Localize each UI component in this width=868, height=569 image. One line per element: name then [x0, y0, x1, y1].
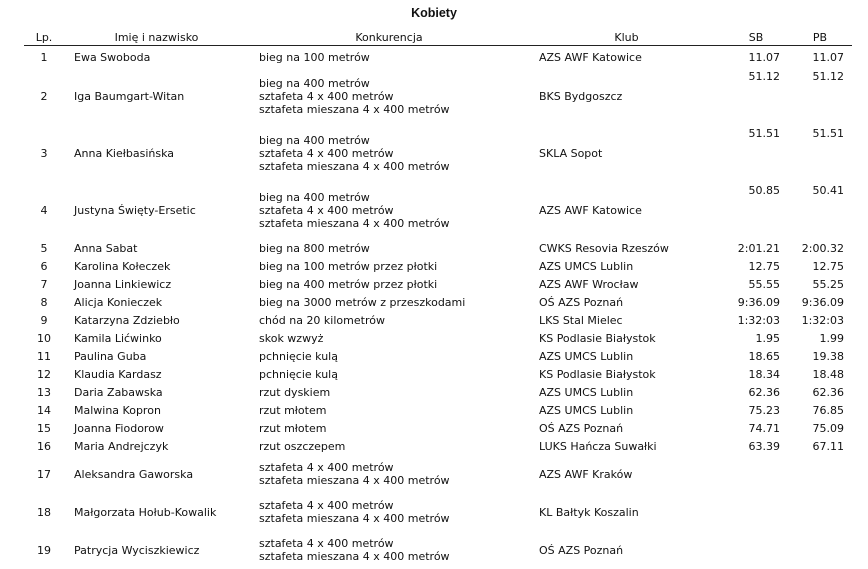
cell-sb: 51.51	[724, 125, 788, 182]
event-line: rzut młotem	[259, 404, 529, 417]
cell-lp: 8	[24, 293, 64, 311]
table-row	[24, 401, 852, 419]
event-line: sztafeta mieszana 4 x 400 metrów	[259, 474, 529, 487]
cell-lp: 16	[24, 437, 64, 455]
table-row	[24, 365, 852, 383]
cell-name: Joanna Fiodorow	[64, 419, 249, 437]
cell-event	[249, 293, 529, 311]
cell-lp: 13	[24, 383, 64, 401]
cell-club: KS Podlasie Białystok	[529, 365, 724, 383]
cell-sb: 51.12	[724, 68, 788, 125]
cell-sb: 1:32:03	[724, 311, 788, 329]
cell-sb: 50.85	[724, 182, 788, 239]
header-row	[24, 31, 852, 46]
cell-pb: 18.48	[788, 365, 852, 383]
event-line: pchnięcie kulą	[259, 368, 529, 381]
cell-lp: 3	[24, 125, 64, 182]
cell-lp: 18	[24, 493, 64, 531]
table-row	[24, 493, 852, 531]
cell-event	[249, 401, 529, 419]
header-lp: Lp.	[24, 31, 64, 46]
table-row	[24, 182, 852, 239]
cell-name: Iga Baumgart-Witan	[64, 68, 249, 125]
event-line: chód na 20 kilometrów	[259, 314, 529, 327]
event-line: sztafeta 4 x 400 metrów	[259, 499, 529, 512]
cell-event	[249, 531, 529, 569]
table-row	[24, 329, 852, 347]
cell-event	[249, 329, 529, 347]
event-line: bieg na 100 metrów przez płotki	[259, 260, 529, 273]
event-line: sztafeta 4 x 400 metrów	[259, 537, 529, 550]
cell-event	[249, 493, 529, 531]
cell-sb	[724, 493, 788, 531]
cell-event	[249, 182, 529, 239]
event-line: rzut młotem	[259, 422, 529, 435]
cell-event	[249, 347, 529, 365]
cell-club: OŚ AZS Poznań	[529, 419, 724, 437]
event-line: sztafeta 4 x 400 metrów	[259, 147, 529, 160]
cell-lp: 5	[24, 239, 64, 257]
cell-pb	[788, 493, 852, 531]
table-row	[24, 46, 852, 69]
cell-lp: 1	[24, 46, 64, 69]
cell-club: AZS UMCS Lublin	[529, 257, 724, 275]
event-line: bieg na 800 metrów	[259, 242, 529, 255]
header-club: Klub	[529, 31, 724, 46]
cell-pb: 2:00.32	[788, 239, 852, 257]
cell-lp: 11	[24, 347, 64, 365]
table-row	[24, 347, 852, 365]
cell-name: Kamila Lićwinko	[64, 329, 249, 347]
cell-pb: 11.07	[788, 46, 852, 69]
table-row	[24, 383, 852, 401]
header-event: Konkurencja	[249, 31, 529, 46]
cell-pb: 9:36.09	[788, 293, 852, 311]
cell-pb: 67.11	[788, 437, 852, 455]
cell-event	[249, 419, 529, 437]
cell-sb	[724, 531, 788, 569]
cell-club: AZS UMCS Lublin	[529, 383, 724, 401]
cell-name: Daria Zabawska	[64, 383, 249, 401]
cell-sb: 9:36.09	[724, 293, 788, 311]
cell-pb: 1:32:03	[788, 311, 852, 329]
cell-sb: 1.95	[724, 329, 788, 347]
event-line: bieg na 3000 metrów z przeszkodami	[259, 296, 529, 309]
cell-event	[249, 46, 529, 69]
cell-pb	[788, 531, 852, 569]
cell-event	[249, 365, 529, 383]
event-line: skok wzwyż	[259, 332, 529, 345]
cell-name: Katarzyna Zdziebło	[64, 311, 249, 329]
cell-lp: 15	[24, 419, 64, 437]
table-row	[24, 311, 852, 329]
cell-event	[249, 383, 529, 401]
cell-club: CWKS Resovia Rzeszów	[529, 239, 724, 257]
cell-club: LKS Stal Mielec	[529, 311, 724, 329]
event-line: bieg na 400 metrów	[259, 191, 529, 204]
table-row	[24, 68, 852, 125]
cell-pb: 51.51	[788, 125, 852, 182]
table-row	[24, 455, 852, 493]
cell-sb: 74.71	[724, 419, 788, 437]
cell-name: Anna Sabat	[64, 239, 249, 257]
cell-lp: 14	[24, 401, 64, 419]
cell-lp: 7	[24, 275, 64, 293]
cell-club: KL Bałtyk Koszalin	[529, 493, 724, 531]
cell-sb	[724, 455, 788, 493]
cell-event	[249, 239, 529, 257]
cell-name: Małgorzata Hołub-Kowalik	[64, 493, 249, 531]
athletes-table	[24, 31, 852, 569]
table-row	[24, 275, 852, 293]
cell-pb: 51.12	[788, 68, 852, 125]
table-row	[24, 257, 852, 275]
event-line: rzut dyskiem	[259, 386, 529, 399]
header-sb: SB	[724, 31, 788, 46]
cell-club: OŚ AZS Poznań	[529, 293, 724, 311]
cell-pb: 55.25	[788, 275, 852, 293]
cell-lp: 4	[24, 182, 64, 239]
cell-pb: 76.85	[788, 401, 852, 419]
cell-name: Malwina Kopron	[64, 401, 249, 419]
event-line: sztafeta 4 x 400 metrów	[259, 461, 529, 474]
cell-event	[249, 437, 529, 455]
cell-club: AZS UMCS Lublin	[529, 347, 724, 365]
cell-event	[249, 275, 529, 293]
cell-event	[249, 257, 529, 275]
cell-lp: 2	[24, 68, 64, 125]
cell-name: Paulina Guba	[64, 347, 249, 365]
cell-name: Justyna Święty-Ersetic	[64, 182, 249, 239]
table-header	[24, 31, 852, 46]
cell-event	[249, 455, 529, 493]
event-line: sztafeta mieszana 4 x 400 metrów	[259, 512, 529, 525]
cell-club: AZS AWF Kraków	[529, 455, 724, 493]
header-name: Imię i nazwisko	[64, 31, 249, 46]
cell-lp: 19	[24, 531, 64, 569]
table-row	[24, 419, 852, 437]
cell-name: Maria Andrejczyk	[64, 437, 249, 455]
cell-sb: 62.36	[724, 383, 788, 401]
cell-pb: 50.41	[788, 182, 852, 239]
page-title: Kobiety	[0, 5, 868, 21]
cell-club: BKS Bydgoszcz	[529, 68, 724, 125]
cell-lp: 9	[24, 311, 64, 329]
cell-club: AZS AWF Katowice	[529, 182, 724, 239]
cell-name: Karolina Kołeczek	[64, 257, 249, 275]
event-line: rzut oszczepem	[259, 440, 529, 453]
cell-club: SKLA Sopot	[529, 125, 724, 182]
event-line: bieg na 400 metrów	[259, 77, 529, 90]
table-row	[24, 125, 852, 182]
cell-lp: 10	[24, 329, 64, 347]
cell-name: Klaudia Kardasz	[64, 365, 249, 383]
cell-event	[249, 125, 529, 182]
cell-lp: 12	[24, 365, 64, 383]
cell-pb	[788, 455, 852, 493]
cell-pb: 19.38	[788, 347, 852, 365]
cell-club: AZS UMCS Lublin	[529, 401, 724, 419]
table-row	[24, 531, 852, 569]
event-line: pchnięcie kulą	[259, 350, 529, 363]
event-line: sztafeta 4 x 400 metrów	[259, 90, 529, 103]
table-row	[24, 437, 852, 455]
cell-name: Anna Kiełbasińska	[64, 125, 249, 182]
cell-sb: 11.07	[724, 46, 788, 69]
cell-event	[249, 311, 529, 329]
event-line: sztafeta 4 x 400 metrów	[259, 204, 529, 217]
table-row	[24, 293, 852, 311]
cell-sb: 12.75	[724, 257, 788, 275]
event-line: bieg na 400 metrów	[259, 134, 529, 147]
cell-club: AZS AWF Katowice	[529, 46, 724, 69]
cell-lp: 6	[24, 257, 64, 275]
header-pb: PB	[788, 31, 852, 46]
cell-name: Alicja Konieczek	[64, 293, 249, 311]
cell-name: Ewa Swoboda	[64, 46, 249, 69]
event-line: sztafeta mieszana 4 x 400 metrów	[259, 217, 529, 230]
cell-pb: 75.09	[788, 419, 852, 437]
cell-club: OŚ AZS Poznań	[529, 531, 724, 569]
cell-name: Aleksandra Gaworska	[64, 455, 249, 493]
cell-name: Joanna Linkiewicz	[64, 275, 249, 293]
event-line: sztafeta mieszana 4 x 400 metrów	[259, 160, 529, 173]
cell-name: Patrycja Wyciszkiewicz	[64, 531, 249, 569]
event-line: sztafeta mieszana 4 x 400 metrów	[259, 103, 529, 116]
cell-club: KS Podlasie Białystok	[529, 329, 724, 347]
cell-sb: 55.55	[724, 275, 788, 293]
cell-event	[249, 68, 529, 125]
cell-sb: 75.23	[724, 401, 788, 419]
cell-pb: 62.36	[788, 383, 852, 401]
event-line: bieg na 400 metrów przez płotki	[259, 278, 529, 291]
cell-lp: 17	[24, 455, 64, 493]
cell-sb: 2:01.21	[724, 239, 788, 257]
event-line: sztafeta mieszana 4 x 400 metrów	[259, 550, 529, 563]
cell-sb: 18.34	[724, 365, 788, 383]
cell-pb: 1.99	[788, 329, 852, 347]
cell-pb: 12.75	[788, 257, 852, 275]
cell-club: LUKS Hańcza Suwałki	[529, 437, 724, 455]
cell-sb: 18.65	[724, 347, 788, 365]
table-body	[24, 46, 852, 569]
cell-club: AZS AWF Wrocław	[529, 275, 724, 293]
event-line: bieg na 100 metrów	[259, 51, 529, 64]
table-row	[24, 239, 852, 257]
cell-sb: 63.39	[724, 437, 788, 455]
